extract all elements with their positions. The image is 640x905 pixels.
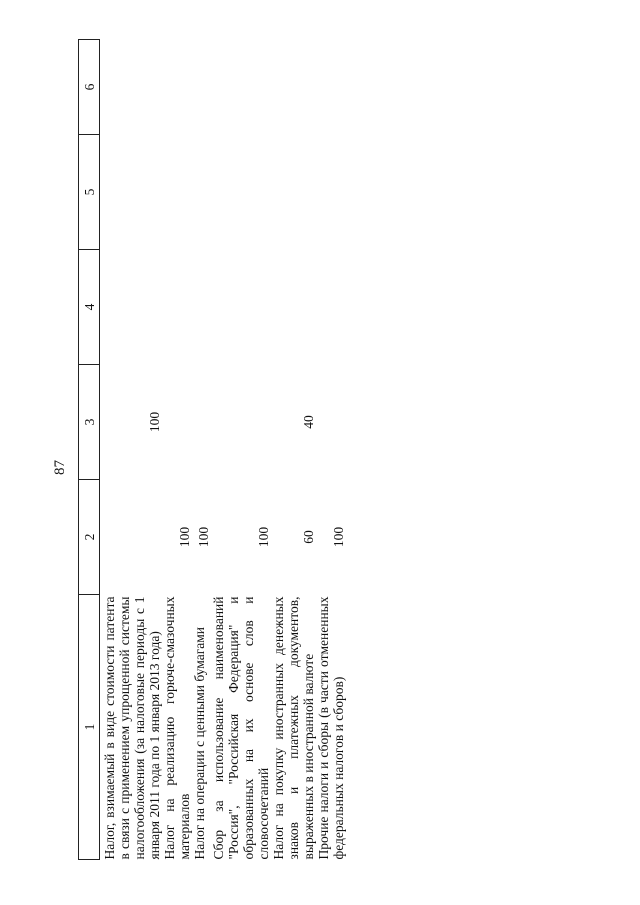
tax-name: Налог на покупку иностранных денежных знаков и платежных документов, выраженных в иностранной валюте [271,596,316,860]
cell-value [100,40,163,135]
cell-value [211,250,271,365]
cell-value [271,250,316,365]
cell-value: 100 [147,411,162,433]
cell-value: 100 [331,526,346,548]
cell-value [211,135,271,250]
cell-value [162,135,192,250]
cell-value [162,40,192,135]
cell-value [316,250,346,365]
column-header-2: 2 [79,480,100,595]
tax-name: Прочие налоги и сборы (в части отмененных федеральных налогов и сборов) [316,596,346,860]
revenue-distribution-table [78,39,346,860]
cell-value [192,135,211,250]
cell-value [316,365,346,480]
column-header-5: 5 [79,135,100,250]
cell-value [100,480,163,595]
cell-value: 100 [196,526,211,548]
cell-value [162,250,192,365]
cell-value [211,40,271,135]
cell-value: 60 [301,530,316,544]
header-row [79,40,100,860]
table-row [162,40,192,860]
table-row [316,40,346,860]
table-row [211,40,271,860]
tax-name: Налог, взимаемый в виде стоимости патента в связи с применением упрощенной системы налогообложения (за налоговые периоды с 1 января 2011 года по 1 января 2013 года) [102,596,162,860]
cell-value [192,40,211,135]
tax-name: Налог на реализацию горюче-смазочных материалов [162,596,192,860]
table-row [271,40,316,860]
cell-value: 100 [177,526,192,548]
column-header-1: 1 [79,595,100,860]
cell-value: 40 [301,415,316,429]
tax-name: Налог на операции с ценными бумагами [192,626,207,860]
column-header-4: 4 [79,250,100,365]
cell-value [271,135,316,250]
cell-value [271,40,316,135]
cell-value [192,365,211,480]
rotated-table-container [78,40,538,860]
cell-value [100,135,163,250]
cell-value [316,135,346,250]
cell-value [211,365,271,480]
cell-value [192,250,211,365]
column-header-3: 3 [79,365,100,480]
page-number: 87 [52,460,68,475]
cell-value [100,250,163,365]
cell-value [316,40,346,135]
table-row [100,40,163,860]
tax-name: Сбор за использование наименований "Россия", "Российская Федерация" и образованных на их основе слов и словосочетаний [211,596,271,860]
table-row [192,40,211,860]
cell-value [162,365,192,480]
cell-value: 100 [256,526,271,548]
column-header-6: 6 [79,40,100,135]
